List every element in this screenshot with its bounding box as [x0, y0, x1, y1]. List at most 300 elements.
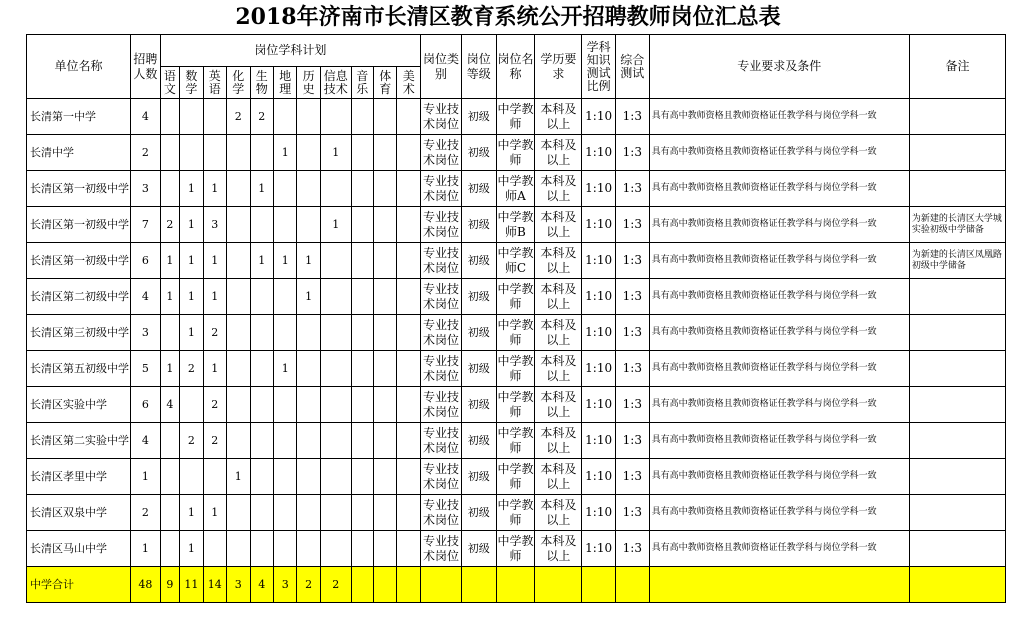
subject-count-cell [373, 99, 396, 135]
unit-name-cell: 长清区第一初级中学 [27, 207, 131, 243]
ratio-comprehensive-cell: 1:3 [615, 279, 649, 315]
edu-cell: 本科及以上 [535, 99, 582, 135]
subject-count-cell [180, 135, 203, 171]
subject-count-cell: 1 [320, 135, 351, 171]
subject-count-cell [373, 171, 396, 207]
unit-name-cell: 长清区第二初级中学 [27, 279, 131, 315]
post-name-cell: 中学教师 [496, 423, 535, 459]
total-empty-cell [649, 567, 909, 603]
subject-count-cell: 1 [273, 135, 296, 171]
table-row [27, 279, 1006, 315]
header-subject: 音乐 [351, 67, 373, 99]
table-row [27, 315, 1006, 351]
subject-count-cell: 1 [160, 279, 179, 315]
ratio-subject-cell: 1:10 [582, 99, 616, 135]
requirement-cell: 具有高中教师资格且教师资格证任教学科与岗位学科一致 [649, 171, 909, 207]
post-level-cell: 初级 [461, 171, 496, 207]
recruit-count-cell: 3 [131, 171, 161, 207]
header-subject: 信息技术 [320, 67, 351, 99]
subject-count-cell [297, 423, 320, 459]
subject-count-cell [297, 531, 320, 567]
subject-count-cell: 1 [203, 351, 226, 387]
edu-cell: 本科及以上 [535, 495, 582, 531]
requirement-cell: 具有高中教师资格且教师资格证任教学科与岗位学科一致 [649, 459, 909, 495]
subject-count-cell [320, 99, 351, 135]
table-row [27, 423, 1006, 459]
post-name-cell: 中学教师 [496, 99, 535, 135]
subject-count-cell [397, 279, 421, 315]
remark-cell: 为新建的长清区凤凰路初级中学储备 [909, 243, 1005, 279]
subject-count-cell: 2 [203, 423, 226, 459]
post-level-cell: 初级 [461, 495, 496, 531]
subject-count-cell [320, 531, 351, 567]
subject-count-cell [227, 315, 250, 351]
total-empty-cell [535, 567, 582, 603]
post-level-cell: 初级 [461, 243, 496, 279]
page-title: 2018年济南市长清区教育系统公开招聘教师岗位汇总表 [235, 4, 781, 30]
subject-count-cell [351, 531, 373, 567]
post-type-cell: 专业技术岗位 [421, 531, 462, 567]
post-type-cell: 专业技术岗位 [421, 495, 462, 531]
recruit-count-cell: 4 [131, 423, 161, 459]
post-type-cell: 专业技术岗位 [421, 459, 462, 495]
subject-count-cell [227, 171, 250, 207]
subject-count-cell [373, 279, 396, 315]
unit-name-cell: 长清区孝里中学 [27, 459, 131, 495]
subject-count-cell: 1 [203, 171, 226, 207]
post-type-cell: 专业技术岗位 [421, 423, 462, 459]
subject-count-cell [397, 387, 421, 423]
edu-cell: 本科及以上 [535, 531, 582, 567]
subject-count-cell [320, 459, 351, 495]
subject-count-cell [250, 207, 273, 243]
subject-count-cell [203, 99, 226, 135]
post-type-cell: 专业技术岗位 [421, 135, 462, 171]
subject-count-cell [227, 387, 250, 423]
total-subject-cell [397, 567, 421, 603]
header-requirement: 专业要求及条件 [649, 35, 909, 99]
header-subject: 语文 [160, 67, 179, 99]
ratio-subject-cell: 1:10 [582, 423, 616, 459]
subject-count-cell [160, 171, 179, 207]
edu-cell: 本科及以上 [535, 423, 582, 459]
subject-count-cell [297, 387, 320, 423]
recruit-count-cell: 2 [131, 495, 161, 531]
subject-count-cell: 1 [203, 495, 226, 531]
header-post-type: 岗位类别 [421, 35, 462, 99]
requirement-cell: 具有高中教师资格且教师资格证任教学科与岗位学科一致 [649, 495, 909, 531]
subject-count-cell [351, 387, 373, 423]
subject-count-cell: 2 [160, 207, 179, 243]
ratio-subject-cell: 1:10 [582, 351, 616, 387]
header-ratio-subject: 学科知识测试比例 [582, 35, 616, 99]
total-empty-cell [461, 567, 496, 603]
post-name-cell: 中学教师 [496, 387, 535, 423]
subject-count-cell [203, 531, 226, 567]
subject-count-cell [351, 495, 373, 531]
ratio-comprehensive-cell: 1:3 [615, 495, 649, 531]
subject-count-cell [273, 207, 296, 243]
subject-count-cell [297, 171, 320, 207]
recruit-count-cell: 4 [131, 279, 161, 315]
ratio-subject-cell: 1:10 [582, 495, 616, 531]
subject-count-cell [227, 351, 250, 387]
post-name-cell: 中学教师 [496, 531, 535, 567]
total-recruit-cell: 48 [131, 567, 161, 603]
subject-count-cell [250, 423, 273, 459]
subject-count-cell [227, 207, 250, 243]
table-row [27, 387, 1006, 423]
subject-count-cell: 1 [180, 171, 203, 207]
header-subject-plan: 岗位学科计划 [160, 35, 420, 67]
header-subject: 化学 [227, 67, 250, 99]
subject-count-cell: 1 [250, 243, 273, 279]
subject-count-cell [320, 387, 351, 423]
remark-cell [909, 423, 1005, 459]
unit-name-cell: 长清区第三初级中学 [27, 315, 131, 351]
subject-count-cell [351, 459, 373, 495]
subject-count-cell [273, 387, 296, 423]
post-name-cell: 中学教师B [496, 207, 535, 243]
post-name-cell: 中学教师 [496, 495, 535, 531]
total-subject-cell: 14 [203, 567, 226, 603]
subject-count-cell: 3 [203, 207, 226, 243]
total-subject-cell: 3 [273, 567, 296, 603]
recruit-count-cell: 7 [131, 207, 161, 243]
ratio-comprehensive-cell: 1:3 [615, 387, 649, 423]
subject-count-cell: 1 [160, 243, 179, 279]
unit-name-cell: 长清中学 [27, 135, 131, 171]
edu-cell: 本科及以上 [535, 279, 582, 315]
subject-count-cell [160, 459, 179, 495]
header-recruit: 招聘人数 [131, 35, 161, 99]
post-type-cell: 专业技术岗位 [421, 279, 462, 315]
subject-count-cell [250, 459, 273, 495]
remark-cell [909, 495, 1005, 531]
subject-count-cell [273, 531, 296, 567]
subject-count-cell [397, 531, 421, 567]
subject-count-cell: 1 [180, 207, 203, 243]
ratio-subject-cell: 1:10 [582, 315, 616, 351]
recruit-count-cell: 4 [131, 99, 161, 135]
header-unit: 单位名称 [27, 35, 131, 99]
subject-count-cell: 4 [160, 387, 179, 423]
subject-count-cell [203, 459, 226, 495]
subject-count-cell [373, 315, 396, 351]
subject-count-cell [373, 135, 396, 171]
post-level-cell: 初级 [461, 279, 496, 315]
subject-count-cell [373, 207, 396, 243]
subject-count-cell [160, 99, 179, 135]
subject-count-cell: 1 [180, 531, 203, 567]
requirement-cell: 具有高中教师资格且教师资格证任教学科与岗位学科一致 [649, 135, 909, 171]
subject-count-cell: 1 [227, 459, 250, 495]
subject-count-cell [203, 135, 226, 171]
post-level-cell: 初级 [461, 135, 496, 171]
total-empty-cell [909, 567, 1005, 603]
total-subject-cell: 9 [160, 567, 179, 603]
ratio-comprehensive-cell: 1:3 [615, 207, 649, 243]
recruit-count-cell: 3 [131, 315, 161, 351]
subject-count-cell [351, 207, 373, 243]
unit-name-cell: 长清区第一初级中学 [27, 243, 131, 279]
ratio-comprehensive-cell: 1:3 [615, 171, 649, 207]
subject-count-cell [351, 423, 373, 459]
subject-count-cell [397, 495, 421, 531]
unit-name-cell: 长清区实验中学 [27, 387, 131, 423]
subject-count-cell [320, 315, 351, 351]
subject-count-cell: 1 [273, 351, 296, 387]
subject-count-cell [250, 351, 273, 387]
ratio-subject-cell: 1:10 [582, 459, 616, 495]
post-name-cell: 中学教师 [496, 279, 535, 315]
subject-count-cell [250, 279, 273, 315]
subject-count-cell: 2 [180, 351, 203, 387]
remark-cell [909, 279, 1005, 315]
subject-count-cell [351, 279, 373, 315]
post-level-cell: 初级 [461, 531, 496, 567]
post-level-cell: 初级 [461, 351, 496, 387]
remark-cell [909, 315, 1005, 351]
subject-count-cell [320, 495, 351, 531]
edu-cell: 本科及以上 [535, 387, 582, 423]
remark-cell: 为新建的长清区大学城实验初级中学储备 [909, 207, 1005, 243]
edu-cell: 本科及以上 [535, 351, 582, 387]
post-level-cell: 初级 [461, 423, 496, 459]
subject-count-cell [373, 351, 396, 387]
post-name-cell: 中学教师 [496, 135, 535, 171]
subject-count-cell [373, 423, 396, 459]
ratio-comprehensive-cell: 1:3 [615, 423, 649, 459]
recruit-count-cell: 6 [131, 387, 161, 423]
ratio-comprehensive-cell: 1:3 [615, 135, 649, 171]
ratio-comprehensive-cell: 1:3 [615, 99, 649, 135]
table-row [27, 171, 1006, 207]
ratio-subject-cell: 1:10 [582, 171, 616, 207]
subject-count-cell [397, 135, 421, 171]
post-type-cell: 专业技术岗位 [421, 387, 462, 423]
subject-count-cell [297, 315, 320, 351]
recruit-count-cell: 2 [131, 135, 161, 171]
post-level-cell: 初级 [461, 315, 496, 351]
subject-count-cell [273, 459, 296, 495]
subject-count-cell [227, 423, 250, 459]
subject-count-cell [297, 351, 320, 387]
requirement-cell: 具有高中教师资格且教师资格证任教学科与岗位学科一致 [649, 279, 909, 315]
subject-count-cell [397, 99, 421, 135]
subject-count-cell [180, 387, 203, 423]
remark-cell [909, 351, 1005, 387]
unit-name-cell: 长清区第五初级中学 [27, 351, 131, 387]
subject-count-cell [297, 99, 320, 135]
subject-count-cell: 1 [180, 243, 203, 279]
total-empty-cell [615, 567, 649, 603]
subject-count-cell [227, 495, 250, 531]
subject-count-cell [297, 495, 320, 531]
subject-count-cell [373, 459, 396, 495]
subject-count-cell [320, 279, 351, 315]
subject-count-cell [351, 99, 373, 135]
subject-count-cell [273, 99, 296, 135]
subject-count-cell [273, 423, 296, 459]
subject-count-cell: 1 [203, 279, 226, 315]
subject-count-cell: 1 [297, 279, 320, 315]
table-row [27, 531, 1006, 567]
post-type-cell: 专业技术岗位 [421, 351, 462, 387]
post-name-cell: 中学教师A [496, 171, 535, 207]
subject-count-cell: 1 [180, 279, 203, 315]
subject-count-cell [160, 315, 179, 351]
subject-count-cell [250, 495, 273, 531]
post-name-cell: 中学教师C [496, 243, 535, 279]
header-subject: 美术 [397, 67, 421, 99]
ratio-subject-cell: 1:10 [582, 243, 616, 279]
unit-name-cell: 长清区双泉中学 [27, 495, 131, 531]
post-type-cell: 专业技术岗位 [421, 171, 462, 207]
edu-cell: 本科及以上 [535, 459, 582, 495]
header-remark: 备注 [909, 35, 1005, 99]
header-subject: 数学 [180, 67, 203, 99]
total-row [27, 567, 1006, 603]
remark-cell [909, 135, 1005, 171]
subject-count-cell [351, 243, 373, 279]
subject-count-cell [351, 351, 373, 387]
subject-count-cell: 1 [273, 243, 296, 279]
subject-count-cell [227, 135, 250, 171]
header-subject: 体育 [373, 67, 396, 99]
header-subject: 地理 [273, 67, 296, 99]
subject-count-cell [160, 423, 179, 459]
post-type-cell: 专业技术岗位 [421, 243, 462, 279]
ratio-comprehensive-cell: 1:3 [615, 459, 649, 495]
subject-count-cell [320, 243, 351, 279]
total-subject-cell: 2 [320, 567, 351, 603]
ratio-subject-cell: 1:10 [582, 387, 616, 423]
table-row [27, 99, 1006, 135]
edu-cell: 本科及以上 [535, 207, 582, 243]
requirement-cell: 具有高中教师资格且教师资格证任教学科与岗位学科一致 [649, 315, 909, 351]
requirement-cell: 具有高中教师资格且教师资格证任教学科与岗位学科一致 [649, 351, 909, 387]
subject-count-cell: 1 [250, 171, 273, 207]
subject-count-cell [397, 459, 421, 495]
subject-count-cell [397, 315, 421, 351]
header-post-level: 岗位等级 [461, 35, 496, 99]
edu-cell: 本科及以上 [535, 315, 582, 351]
table-row [27, 207, 1006, 243]
ratio-comprehensive-cell: 1:3 [615, 531, 649, 567]
recruit-count-cell: 1 [131, 459, 161, 495]
subject-count-cell [160, 531, 179, 567]
total-subject-cell: 3 [227, 567, 250, 603]
subject-count-cell [351, 135, 373, 171]
subject-count-cell [250, 387, 273, 423]
post-level-cell: 初级 [461, 207, 496, 243]
subject-count-cell [180, 99, 203, 135]
subject-count-cell [351, 315, 373, 351]
requirement-cell: 具有高中教师资格且教师资格证任教学科与岗位学科一致 [649, 207, 909, 243]
subject-count-cell [397, 423, 421, 459]
remark-cell [909, 459, 1005, 495]
ratio-comprehensive-cell: 1:3 [615, 315, 649, 351]
header-subject: 生物 [250, 67, 273, 99]
table-row [27, 351, 1006, 387]
subject-count-cell [273, 315, 296, 351]
subject-count-cell: 1 [320, 207, 351, 243]
ratio-subject-cell: 1:10 [582, 135, 616, 171]
subject-count-cell: 2 [227, 99, 250, 135]
requirement-cell: 具有高中教师资格且教师资格证任教学科与岗位学科一致 [649, 423, 909, 459]
requirement-cell: 具有高中教师资格且教师资格证任教学科与岗位学科一致 [649, 243, 909, 279]
table-row [27, 459, 1006, 495]
total-label-cell: 中学合计 [27, 567, 131, 603]
post-level-cell: 初级 [461, 99, 496, 135]
remark-cell [909, 387, 1005, 423]
subject-count-cell [320, 351, 351, 387]
total-subject-cell: 4 [250, 567, 273, 603]
subject-count-cell [160, 495, 179, 531]
total-empty-cell [421, 567, 462, 603]
ratio-subject-cell: 1:10 [582, 531, 616, 567]
unit-name-cell: 长清区马山中学 [27, 531, 131, 567]
subject-count-cell: 1 [160, 351, 179, 387]
ratio-comprehensive-cell: 1:3 [615, 243, 649, 279]
subject-count-cell: 2 [180, 423, 203, 459]
subject-count-cell [273, 495, 296, 531]
subject-count-cell [227, 279, 250, 315]
total-subject-cell [373, 567, 396, 603]
header-subject: 英语 [203, 67, 226, 99]
subject-count-cell: 1 [180, 315, 203, 351]
post-type-cell: 专业技术岗位 [421, 207, 462, 243]
unit-name-cell: 长清第一中学 [27, 99, 131, 135]
post-name-cell: 中学教师 [496, 459, 535, 495]
subject-count-cell [297, 207, 320, 243]
total-empty-cell [582, 567, 616, 603]
subject-count-cell [160, 135, 179, 171]
subject-count-cell: 1 [180, 495, 203, 531]
requirement-cell: 具有高中教师资格且教师资格证任教学科与岗位学科一致 [649, 531, 909, 567]
total-empty-cell [496, 567, 535, 603]
header-post-name: 岗位名称 [496, 35, 535, 99]
edu-cell: 本科及以上 [535, 243, 582, 279]
total-subject-cell: 2 [297, 567, 320, 603]
header-subject: 历史 [297, 67, 320, 99]
subject-count-cell [373, 495, 396, 531]
subject-count-cell: 1 [203, 243, 226, 279]
subject-count-cell [373, 243, 396, 279]
total-subject-cell [351, 567, 373, 603]
recruitment-table [26, 34, 1006, 603]
subject-count-cell [373, 387, 396, 423]
remark-cell [909, 99, 1005, 135]
header-ratio-comprehensive: 综合测试 [615, 35, 649, 99]
post-name-cell: 中学教师 [496, 351, 535, 387]
subject-count-cell [297, 135, 320, 171]
subject-count-cell [250, 315, 273, 351]
subject-count-cell [397, 243, 421, 279]
subject-count-cell [273, 279, 296, 315]
unit-name-cell: 长清区第二实验中学 [27, 423, 131, 459]
post-name-cell: 中学教师 [496, 315, 535, 351]
subject-count-cell [351, 171, 373, 207]
subject-count-cell [227, 243, 250, 279]
table-row [27, 243, 1006, 279]
table-row [27, 495, 1006, 531]
subject-count-cell [250, 135, 273, 171]
recruit-count-cell: 5 [131, 351, 161, 387]
requirement-cell: 具有高中教师资格且教师资格证任教学科与岗位学科一致 [649, 99, 909, 135]
subject-count-cell [320, 423, 351, 459]
